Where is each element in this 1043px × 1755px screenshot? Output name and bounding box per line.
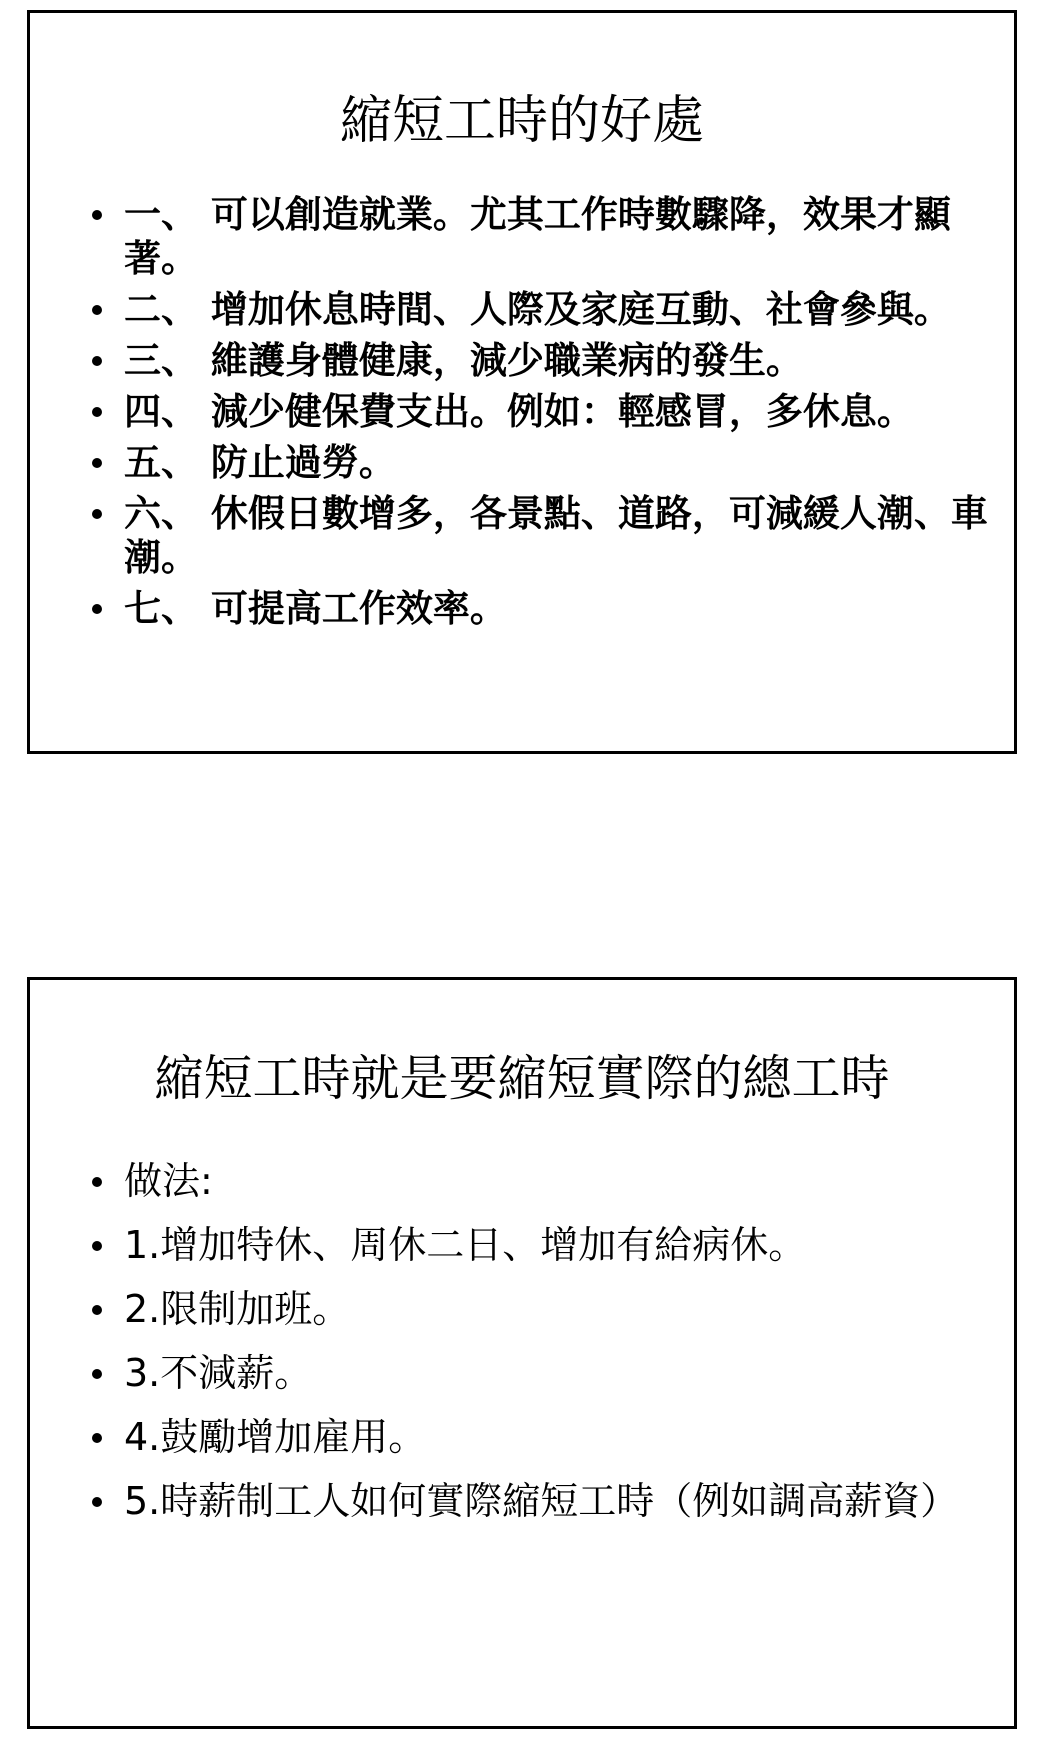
bullet-dot-icon [92,509,102,519]
bullet-text: 4.鼓勵增加雇用。 [124,1415,427,1459]
bullet-dot-icon [92,1241,102,1251]
bullet-dot-icon [92,305,102,315]
bullet-item [88,1414,988,1461]
bullet-item [88,1478,988,1525]
slide-title: 縮短工時的好處 [339,91,704,151]
bullet-item [88,288,988,332]
bullet-text: 3.不減薪。 [124,1351,313,1395]
bullet-text: 五、 防止過勞。 [124,441,396,484]
slide-approach [27,977,1017,1729]
bullet-text: 四、 減少健保費支出。例如：輕感冒，多休息。 [124,390,914,433]
bullet-item [88,1350,988,1397]
bullet-dot-icon [92,1177,102,1187]
bullet-dot-icon [92,356,102,366]
bullet-item [88,1222,988,1269]
bullet-list [88,1158,988,1542]
slide-title: 縮短工時就是要縮短實際的總工時 [154,1050,890,1107]
bullet-item [88,193,988,281]
bullet-dot-icon [92,1433,102,1443]
bullet-dot-icon [92,210,102,220]
bullet-dot-icon [92,1305,102,1315]
bullet-list [88,193,988,638]
bullet-text: 三、 維護身體健康，減少職業病的發生。 [124,339,803,382]
bullet-text: 1.增加特休、周休二日、增加有給病休。 [124,1223,807,1267]
bullet-item [88,339,988,383]
bullet-dot-icon [92,604,102,614]
bullet-dot-icon [92,1497,102,1507]
slide-benefits [27,10,1017,754]
bullet-text: 六、 休假日數增多，各景點、道路，可減緩人潮、車潮。 [124,492,988,579]
bullet-item [88,492,988,580]
bullet-dot-icon [92,407,102,417]
bullet-text: 做法: [124,1159,213,1203]
bullet-text: 2.限制加班。 [124,1287,351,1331]
bullet-item [88,441,988,485]
bullet-dot-icon [92,1369,102,1379]
bullet-text: 一、 可以創造就業。尤其工作時數驟降，效果才顯著。 [124,193,951,280]
bullet-dot-icon [92,458,102,468]
bullet-item [88,1286,988,1333]
bullet-item [88,587,988,631]
bullet-text: 七、 可提高工作效率。 [124,587,507,630]
bullet-item [88,390,988,434]
bullet-text: 5.時薪制工人如何實際縮短工時（例如調高薪資） [124,1479,959,1523]
bullet-item [88,1158,988,1205]
bullet-text: 二、 增加休息時間、人際及家庭互動、社會參與。 [124,288,951,331]
